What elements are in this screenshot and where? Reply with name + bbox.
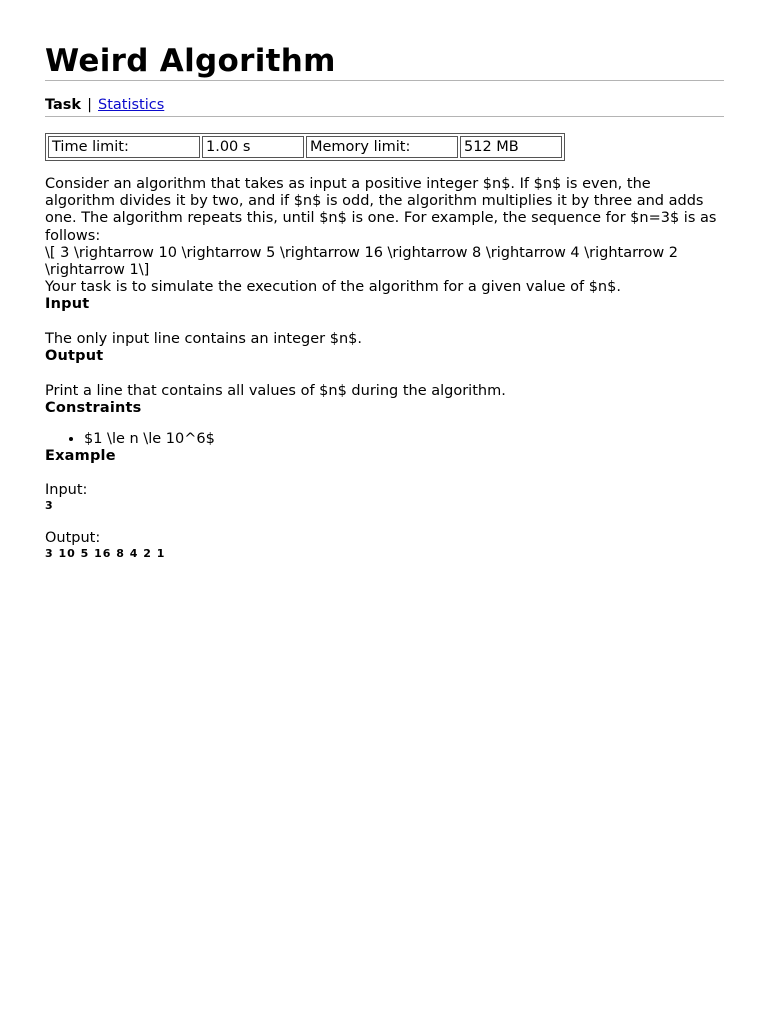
example-output-label: Output: bbox=[45, 530, 101, 547]
limits-row bbox=[48, 136, 562, 158]
time-limit-value: 1.00 s bbox=[202, 136, 304, 158]
description-paragraph: Consider an algorithm that takes as input a positive integer $n$. If $n$ is even, the algorithm divides it by two, and if $n$ is odd, the algorithm multiplies it by three and adds one. The algorithm repeats this, until $n$ is one. For example, the sequence for $n=3$ is as follows: bbox=[45, 176, 717, 244]
limits-table bbox=[45, 133, 565, 161]
divider-top bbox=[45, 80, 724, 81]
divider-nav bbox=[45, 116, 724, 117]
example-output-value: 3 10 5 16 8 4 2 1 bbox=[45, 547, 166, 561]
memory-limit-label: Memory limit: bbox=[306, 136, 458, 158]
page-title: Weird Algorithm bbox=[45, 43, 336, 79]
nav-statistics-link[interactable]: Statistics bbox=[97, 97, 165, 113]
task-nav bbox=[45, 94, 724, 116]
input-heading: Input bbox=[45, 296, 90, 313]
nav-task-current: Task bbox=[45, 97, 82, 113]
input-text: The only input line contains an integer $n$. bbox=[45, 331, 362, 348]
constraint-item: • $1 \le n \le 10^6$ bbox=[84, 431, 724, 448]
memory-limit-value: 512 MB bbox=[460, 136, 562, 158]
nav-separator: | bbox=[87, 97, 92, 113]
output-text: Print a line that contains all values of $n$ during the algorithm. bbox=[45, 383, 506, 400]
description-task: Your task is to simulate the execution of the algorithm for a given value of $n$. bbox=[45, 279, 621, 296]
example-input-value: 3 bbox=[45, 499, 54, 513]
output-heading: Output bbox=[45, 348, 104, 365]
example-input-label: Input: bbox=[45, 482, 88, 499]
example-heading: Example bbox=[45, 448, 116, 465]
problem-description bbox=[45, 176, 725, 296]
description-formula: \[ 3 \rightarrow 10 \rightarrow 5 \rightarrow 16 \rightarrow 8 \rightarrow 4 \rightarrow 2 \rightarrow 1\] bbox=[45, 244, 679, 279]
constraints-list bbox=[45, 431, 724, 448]
time-limit-label: Time limit: bbox=[48, 136, 200, 158]
constraints-heading: Constraints bbox=[45, 400, 142, 417]
